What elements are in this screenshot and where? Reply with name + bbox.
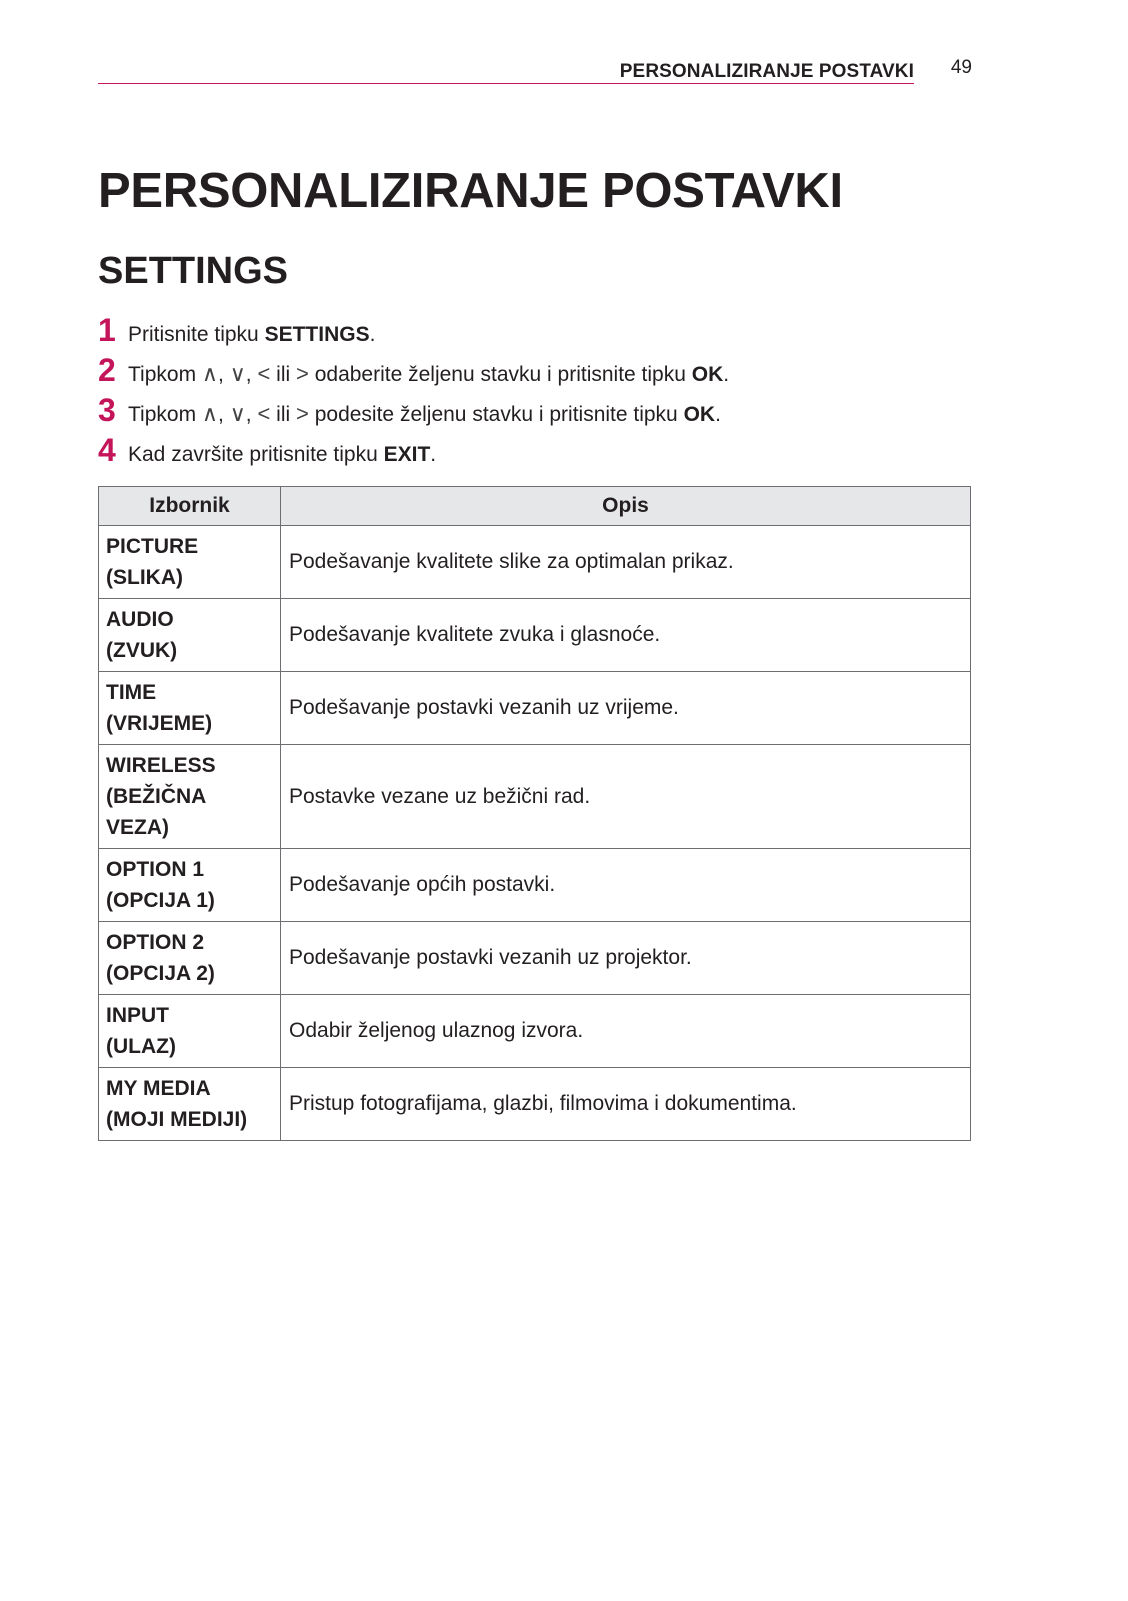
step-text-post: . bbox=[430, 443, 437, 466]
step-text-pre: Tipkom bbox=[128, 363, 202, 386]
menu-name: PICTURE bbox=[106, 535, 199, 558]
step-3 bbox=[98, 392, 729, 432]
right-arrow-icon: > bbox=[296, 401, 309, 426]
settings-table bbox=[98, 486, 971, 1141]
menu-name-local: (OPCIJA 1) bbox=[106, 889, 215, 912]
menu-name-local: VEZA) bbox=[106, 816, 169, 839]
menu-cell bbox=[99, 1068, 281, 1141]
description-cell: Odabir željenog ulaznog izvora. bbox=[281, 995, 971, 1068]
menu-cell bbox=[99, 599, 281, 672]
menu-name-local: (MOJI MEDIJI) bbox=[106, 1108, 248, 1131]
separator: , bbox=[218, 363, 230, 386]
or-word: ili bbox=[276, 403, 291, 426]
menu-cell bbox=[99, 526, 281, 599]
section-title: SETTINGS bbox=[98, 250, 289, 292]
step-text-rest: odaberite željenu stavku i pritisnite tipku bbox=[308, 363, 692, 386]
table-row bbox=[99, 849, 971, 922]
or-word: ili bbox=[276, 363, 291, 386]
down-arrow-icon: ∨ bbox=[229, 361, 246, 386]
header-rule bbox=[98, 83, 914, 84]
menu-name-local: (VRIJEME) bbox=[106, 712, 213, 735]
step-number: 3 bbox=[98, 392, 116, 428]
table-row bbox=[99, 599, 971, 672]
menu-name: OPTION 2 bbox=[106, 931, 205, 954]
separator: , bbox=[245, 363, 258, 386]
right-arrow-icon: > bbox=[296, 361, 309, 386]
page-title: PERSONALIZIRANJE POSTAVKI bbox=[98, 164, 843, 218]
step-key-ok: OK bbox=[691, 363, 724, 386]
down-arrow-icon: ∨ bbox=[229, 401, 246, 426]
menu-cell bbox=[99, 672, 281, 745]
menu-name-local: (SLIKA) bbox=[106, 566, 183, 589]
table-row bbox=[99, 672, 971, 745]
step-text-rest: podesite željenu stavku i pritisnite tipku bbox=[308, 403, 684, 426]
table-row bbox=[99, 745, 971, 849]
menu-name: TIME bbox=[106, 681, 157, 704]
menu-name: INPUT bbox=[106, 1004, 169, 1027]
left-arrow-icon: < bbox=[257, 361, 271, 386]
steps-list bbox=[98, 312, 729, 472]
step-1 bbox=[98, 312, 729, 352]
menu-name: OPTION 1 bbox=[106, 858, 205, 881]
step-number: 2 bbox=[98, 352, 116, 388]
step-4 bbox=[98, 432, 729, 472]
table-row bbox=[99, 526, 971, 599]
up-arrow-icon: ∧ bbox=[201, 361, 219, 386]
page-number: 49 bbox=[950, 57, 972, 78]
step-text bbox=[128, 361, 729, 387]
description-cell: Postavke vezane uz bežični rad. bbox=[281, 745, 971, 849]
menu-name-local: (ZVUK) bbox=[106, 639, 178, 662]
description-cell: Pristup fotografijama, glazbi, filmovima i dokumentima. bbox=[281, 1068, 971, 1141]
step-text bbox=[128, 323, 375, 347]
menu-name-local: (BEŽIČNA bbox=[106, 785, 207, 808]
step-text bbox=[128, 401, 721, 427]
step-text bbox=[128, 443, 436, 467]
description-cell: Podešavanje postavki vezanih uz vrijeme. bbox=[281, 672, 971, 745]
menu-name: MY MEDIA bbox=[106, 1077, 211, 1100]
separator: , bbox=[245, 403, 258, 426]
step-text-post: . bbox=[723, 363, 730, 386]
column-header-description: Opis bbox=[281, 487, 971, 526]
menu-cell bbox=[99, 849, 281, 922]
step-key-ok: OK bbox=[683, 403, 716, 426]
table-row bbox=[99, 922, 971, 995]
step-text-post: . bbox=[369, 323, 376, 346]
table-row bbox=[99, 1068, 971, 1141]
up-arrow-icon: ∧ bbox=[201, 401, 219, 426]
step-text-pre: Kad završite pritisnite tipku bbox=[128, 443, 384, 466]
step-2 bbox=[98, 352, 729, 392]
step-number: 4 bbox=[98, 432, 116, 468]
step-text-pre: Pritisnite tipku bbox=[128, 323, 265, 346]
left-arrow-icon: < bbox=[257, 401, 271, 426]
menu-cell bbox=[99, 995, 281, 1068]
menu-name: WIRELESS bbox=[106, 754, 216, 777]
menu-name-local: (ULAZ) bbox=[106, 1035, 176, 1058]
menu-cell bbox=[99, 745, 281, 849]
description-cell: Podešavanje postavki vezanih uz projektor. bbox=[281, 922, 971, 995]
running-header-title: PERSONALIZIRANJE POSTAVKI bbox=[619, 61, 914, 82]
step-key-exit: EXIT bbox=[383, 443, 431, 466]
step-key-settings: SETTINGS bbox=[264, 323, 370, 346]
step-text-pre: Tipkom bbox=[128, 403, 202, 426]
description-cell: Podešavanje kvalitete zvuka i glasnoće. bbox=[281, 599, 971, 672]
step-text-post: . bbox=[715, 403, 721, 426]
menu-cell bbox=[99, 922, 281, 995]
table-header-row bbox=[99, 487, 971, 526]
description-cell: Podešavanje kvalitete slike za optimalan prikaz. bbox=[281, 526, 971, 599]
menu-name: AUDIO bbox=[106, 608, 174, 631]
running-header bbox=[98, 56, 972, 84]
step-number: 1 bbox=[98, 312, 116, 348]
separator: , bbox=[218, 403, 230, 426]
description-cell: Podešavanje općih postavki. bbox=[281, 849, 971, 922]
menu-name-local: (OPCIJA 2) bbox=[106, 962, 215, 985]
column-header-menu: Izbornik bbox=[99, 487, 281, 526]
table-row bbox=[99, 995, 971, 1068]
